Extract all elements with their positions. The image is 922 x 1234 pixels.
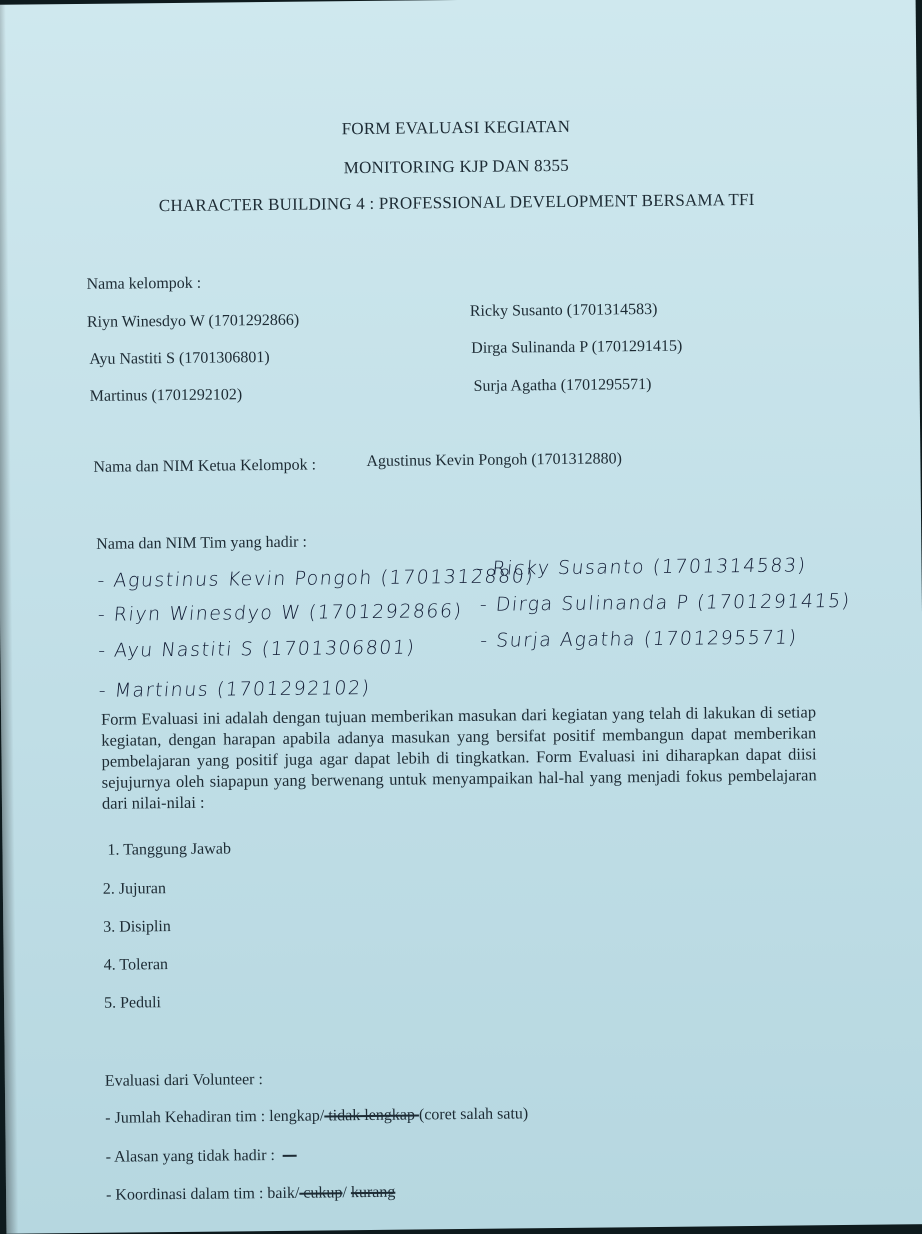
attendance-line	[105, 1105, 528, 1127]
member-left-1: Riyn Winesdyo W (1701292866)	[86, 311, 300, 331]
group-label: Nama kelompok :	[86, 274, 202, 293]
handwritten-member-4: - Dirga Sulinanda P (1701291415)	[478, 589, 852, 616]
coordination-line	[106, 1184, 395, 1205]
coordination-label: - Koordinasi dalam tim : baik/	[105, 1184, 300, 1204]
value-item-1: 1. Tanggung Jawab	[107, 840, 231, 859]
handwritten-member-6: - Surja Agatha (1701295571)	[479, 626, 799, 652]
form-title: FORM EVALUASI KEGIATAN	[341, 116, 571, 139]
handwritten-member-7: - Martinus (1701292102)	[97, 676, 372, 702]
value-item-3: 3. Disiplin	[103, 918, 171, 936]
attendance-label: - Jumlah Kehadiran tim : lengkap/	[105, 1107, 325, 1127]
coordination-separator: /	[342, 1184, 351, 1202]
form-program-title: CHARACTER BUILDING 4 : PROFESSIONAL DEVELOPMENT BERSAMA TFI	[158, 189, 755, 216]
handwritten-member-2: - Ricky Susanto (1701314583)	[475, 554, 808, 580]
absent-reason-label: - Alasan yang tidak hadir :	[105, 1146, 276, 1166]
handwritten-dash-mark	[283, 1155, 297, 1157]
member-right-2: Dirga Sulinanda P (1701291415)	[471, 337, 683, 357]
coordination-struck-kurang: kurang	[350, 1183, 396, 1202]
team-label: Nama dan NIM Tim yang hadir :	[96, 533, 307, 553]
evaluation-heading: Evaluasi dari Volunteer :	[104, 1071, 263, 1090]
member-right-1: Ricky Susanto (1701314583)	[469, 300, 658, 320]
member-right-3: Surja Agatha (1701295571)	[473, 375, 652, 395]
attendance-note: (coret salah satu)	[418, 1105, 529, 1124]
leader-label: Nama dan NIM Ketua Kelompok :	[93, 456, 317, 476]
intro-paragraph: Form Evaluasi ini adalah dengan tujuan memberikan masukan dari kegiatan yang telah di lakukan di setiap kegiatan, dengan harapan apabila adanya masukan yang bersifat positif membangun dapat memberikan pembelajaran yang positif juga agar dapat lebih di tingkatkan. Form Evaluasi ini diharapkan dapat diisi sejujurnya oleh siapapun yang berwenang untuk menyampaikan hal-hal yang menjadi fokus pembelajaran dari nilai-nilai :	[100, 702, 817, 813]
handwritten-member-3: - Riyn Winesdyo W (1701292866)	[96, 599, 464, 626]
form-subtitle: MONITORING KJP DAN 8355	[343, 155, 569, 178]
member-left-3: Martinus (1701292102)	[89, 386, 243, 405]
page-edge-shadow	[0, 5, 18, 1234]
attendance-struck-option: tidak lengkap	[324, 1106, 420, 1125]
coordination-struck-cukup: cukup	[299, 1184, 343, 1202]
handwritten-member-1: - Agustinus Kevin Pongoh (1701312880)	[96, 565, 536, 592]
value-item-5: 5. Peduli	[103, 994, 162, 1012]
value-item-2: 2. Jujuran	[102, 880, 167, 898]
member-left-2: Ayu Nastiti S (1701306801)	[89, 348, 270, 368]
absent-reason-line	[106, 1147, 297, 1167]
leader-value: Agustinus Kevin Pongoh (1701312880)	[366, 450, 623, 470]
value-item-4: 4. Toleran	[103, 956, 169, 974]
handwritten-member-5: - Ayu Nastiti S (1701306801)	[97, 636, 417, 662]
